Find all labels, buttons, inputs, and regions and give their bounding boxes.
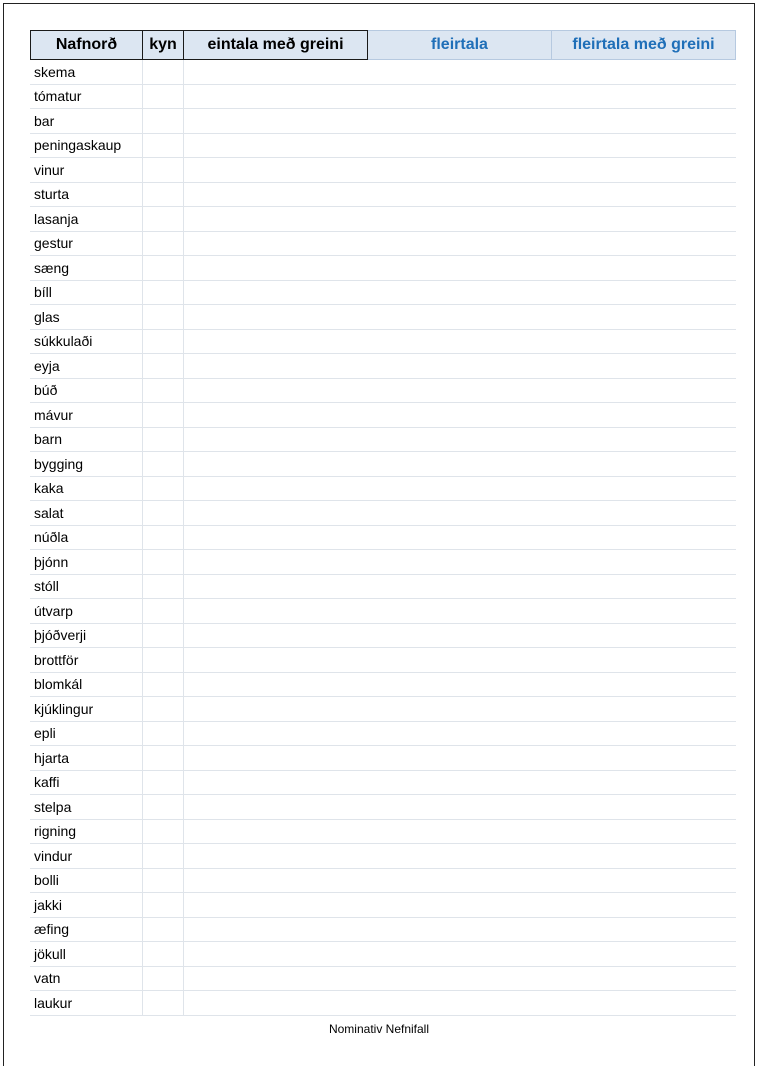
table-row <box>30 477 736 502</box>
forms-answer-cell[interactable] <box>184 722 736 746</box>
noun-cell: núðla <box>30 526 143 550</box>
noun-cell: bar <box>30 109 143 133</box>
table-row <box>30 575 736 600</box>
gender-answer-cell[interactable] <box>143 305 184 329</box>
table-row <box>30 869 736 894</box>
gender-answer-cell[interactable] <box>143 771 184 795</box>
noun-cell: glas <box>30 305 143 329</box>
forms-answer-cell[interactable] <box>184 526 736 550</box>
table-row <box>30 281 736 306</box>
table-row <box>30 697 736 722</box>
gender-answer-cell[interactable] <box>143 624 184 648</box>
gender-answer-cell[interactable] <box>143 967 184 991</box>
forms-answer-cell[interactable] <box>184 134 736 158</box>
forms-answer-cell[interactable] <box>184 918 736 942</box>
table-header-row <box>30 30 736 60</box>
noun-cell: tómatur <box>30 85 143 109</box>
forms-answer-cell[interactable] <box>184 893 736 917</box>
gender-answer-cell[interactable] <box>143 942 184 966</box>
noun-cell: stóll <box>30 575 143 599</box>
noun-cell: þjónn <box>30 550 143 574</box>
gender-answer-cell[interactable] <box>143 256 184 280</box>
forms-answer-cell[interactable] <box>184 575 736 599</box>
forms-answer-cell[interactable] <box>184 550 736 574</box>
gender-answer-cell[interactable] <box>143 893 184 917</box>
forms-answer-cell[interactable] <box>184 942 736 966</box>
noun-cell: jakki <box>30 893 143 917</box>
gender-answer-cell[interactable] <box>143 991 184 1015</box>
gender-answer-cell[interactable] <box>143 722 184 746</box>
gender-answer-cell[interactable] <box>143 85 184 109</box>
gender-answer-cell[interactable] <box>143 477 184 501</box>
table-row <box>30 452 736 477</box>
table-row <box>30 844 736 869</box>
table-row <box>30 109 736 134</box>
gender-answer-cell[interactable] <box>143 134 184 158</box>
table-row <box>30 501 736 526</box>
gender-answer-cell[interactable] <box>143 330 184 354</box>
forms-answer-cell[interactable] <box>184 207 736 231</box>
forms-answer-cell[interactable] <box>184 795 736 819</box>
noun-cell: kjúklingur <box>30 697 143 721</box>
table-row <box>30 526 736 551</box>
forms-answer-cell[interactable] <box>184 477 736 501</box>
table-row <box>30 428 736 453</box>
forms-answer-cell[interactable] <box>184 330 736 354</box>
forms-answer-cell[interactable] <box>184 599 736 623</box>
table-row <box>30 330 736 355</box>
table-row <box>30 624 736 649</box>
forms-answer-cell[interactable] <box>184 501 736 525</box>
table-row <box>30 85 736 110</box>
gender-answer-cell[interactable] <box>143 428 184 452</box>
gender-answer-cell[interactable] <box>143 354 184 378</box>
noun-worksheet-table <box>30 30 736 1016</box>
table-row <box>30 232 736 257</box>
table-row <box>30 942 736 967</box>
table-row <box>30 354 736 379</box>
noun-cell: kaffi <box>30 771 143 795</box>
table-body <box>30 60 736 1016</box>
header-nafnord: Nafnorð <box>30 30 143 60</box>
header-kyn: kyn <box>143 30 184 60</box>
table-row <box>30 795 736 820</box>
noun-cell: æfing <box>30 918 143 942</box>
gender-answer-cell[interactable] <box>143 550 184 574</box>
noun-cell: sæng <box>30 256 143 280</box>
noun-cell: stelpa <box>30 795 143 819</box>
forms-answer-cell[interactable] <box>184 60 736 84</box>
noun-cell: salat <box>30 501 143 525</box>
forms-answer-cell[interactable] <box>184 403 736 427</box>
noun-cell: þjóðverji <box>30 624 143 648</box>
gender-answer-cell[interactable] <box>143 820 184 844</box>
gender-answer-cell[interactable] <box>143 795 184 819</box>
noun-cell: útvarp <box>30 599 143 623</box>
header-fleirtala: fleirtala <box>368 30 552 60</box>
forms-answer-cell[interactable] <box>184 624 736 648</box>
gender-answer-cell[interactable] <box>143 526 184 550</box>
header-eintala-med-greini: eintala með greini <box>184 30 368 60</box>
table-row <box>30 599 736 624</box>
forms-answer-cell[interactable] <box>184 256 736 280</box>
noun-cell: blomkál <box>30 673 143 697</box>
gender-answer-cell[interactable] <box>143 379 184 403</box>
forms-answer-cell[interactable] <box>184 820 736 844</box>
gender-answer-cell[interactable] <box>143 60 184 84</box>
gender-answer-cell[interactable] <box>143 575 184 599</box>
forms-answer-cell[interactable] <box>184 85 736 109</box>
noun-cell: vatn <box>30 967 143 991</box>
noun-cell: bíll <box>30 281 143 305</box>
forms-answer-cell[interactable] <box>184 452 736 476</box>
noun-cell: hjarta <box>30 746 143 770</box>
noun-cell: vindur <box>30 844 143 868</box>
forms-answer-cell[interactable] <box>184 673 736 697</box>
gender-answer-cell[interactable] <box>143 403 184 427</box>
table-row <box>30 771 736 796</box>
gender-answer-cell[interactable] <box>143 109 184 133</box>
gender-answer-cell[interactable] <box>143 501 184 525</box>
gender-answer-cell[interactable] <box>143 183 184 207</box>
table-row <box>30 673 736 698</box>
table-row <box>30 722 736 747</box>
table-row <box>30 158 736 183</box>
table-row <box>30 991 736 1016</box>
table-row <box>30 379 736 404</box>
table-row <box>30 207 736 232</box>
table-row <box>30 183 736 208</box>
forms-answer-cell[interactable] <box>184 232 736 256</box>
page-footer: Nominativ Nefnifall <box>328 1022 430 1036</box>
forms-answer-cell[interactable] <box>184 305 736 329</box>
forms-answer-cell[interactable] <box>184 281 736 305</box>
noun-cell: peningaskaup <box>30 134 143 158</box>
gender-answer-cell[interactable] <box>143 599 184 623</box>
header-fleirtala-med-greini: fleirtala með greini <box>552 30 736 60</box>
forms-answer-cell[interactable] <box>184 967 736 991</box>
noun-cell: skema <box>30 60 143 84</box>
gender-answer-cell[interactable] <box>143 281 184 305</box>
table-row <box>30 256 736 281</box>
table-row <box>30 918 736 943</box>
noun-cell: lasanja <box>30 207 143 231</box>
forms-answer-cell[interactable] <box>184 844 736 868</box>
gender-answer-cell[interactable] <box>143 673 184 697</box>
noun-cell: rigning <box>30 820 143 844</box>
forms-answer-cell[interactable] <box>184 771 736 795</box>
gender-answer-cell[interactable] <box>143 918 184 942</box>
noun-cell: bolli <box>30 869 143 893</box>
noun-cell: vinur <box>30 158 143 182</box>
noun-cell: búð <box>30 379 143 403</box>
table-row <box>30 746 736 771</box>
noun-cell: sturta <box>30 183 143 207</box>
forms-answer-cell[interactable] <box>184 648 736 672</box>
gender-answer-cell[interactable] <box>143 697 184 721</box>
gender-answer-cell[interactable] <box>143 869 184 893</box>
table-row <box>30 820 736 845</box>
table-row <box>30 648 736 673</box>
gender-answer-cell[interactable] <box>143 648 184 672</box>
noun-cell: jökull <box>30 942 143 966</box>
noun-cell: kaka <box>30 477 143 501</box>
forms-answer-cell[interactable] <box>184 991 736 1015</box>
table-row <box>30 305 736 330</box>
noun-cell: gestur <box>30 232 143 256</box>
forms-answer-cell[interactable] <box>184 428 736 452</box>
table-row <box>30 893 736 918</box>
forms-answer-cell[interactable] <box>184 354 736 378</box>
table-row <box>30 967 736 992</box>
table-row <box>30 550 736 575</box>
noun-cell: barn <box>30 428 143 452</box>
forms-answer-cell[interactable] <box>184 746 736 770</box>
noun-cell: epli <box>30 722 143 746</box>
noun-cell: laukur <box>30 991 143 1015</box>
forms-answer-cell[interactable] <box>184 697 736 721</box>
table-row <box>30 60 736 85</box>
gender-answer-cell[interactable] <box>143 746 184 770</box>
noun-cell: brottför <box>30 648 143 672</box>
gender-answer-cell[interactable] <box>143 232 184 256</box>
gender-answer-cell[interactable] <box>143 207 184 231</box>
forms-answer-cell[interactable] <box>184 109 736 133</box>
forms-answer-cell[interactable] <box>184 379 736 403</box>
table-row <box>30 134 736 159</box>
gender-answer-cell[interactable] <box>143 844 184 868</box>
noun-cell: mávur <box>30 403 143 427</box>
noun-cell: bygging <box>30 452 143 476</box>
noun-cell: eyja <box>30 354 143 378</box>
gender-answer-cell[interactable] <box>143 158 184 182</box>
forms-answer-cell[interactable] <box>184 183 736 207</box>
table-row <box>30 403 736 428</box>
noun-cell: súkkulaði <box>30 330 143 354</box>
forms-answer-cell[interactable] <box>184 869 736 893</box>
forms-answer-cell[interactable] <box>184 158 736 182</box>
gender-answer-cell[interactable] <box>143 452 184 476</box>
